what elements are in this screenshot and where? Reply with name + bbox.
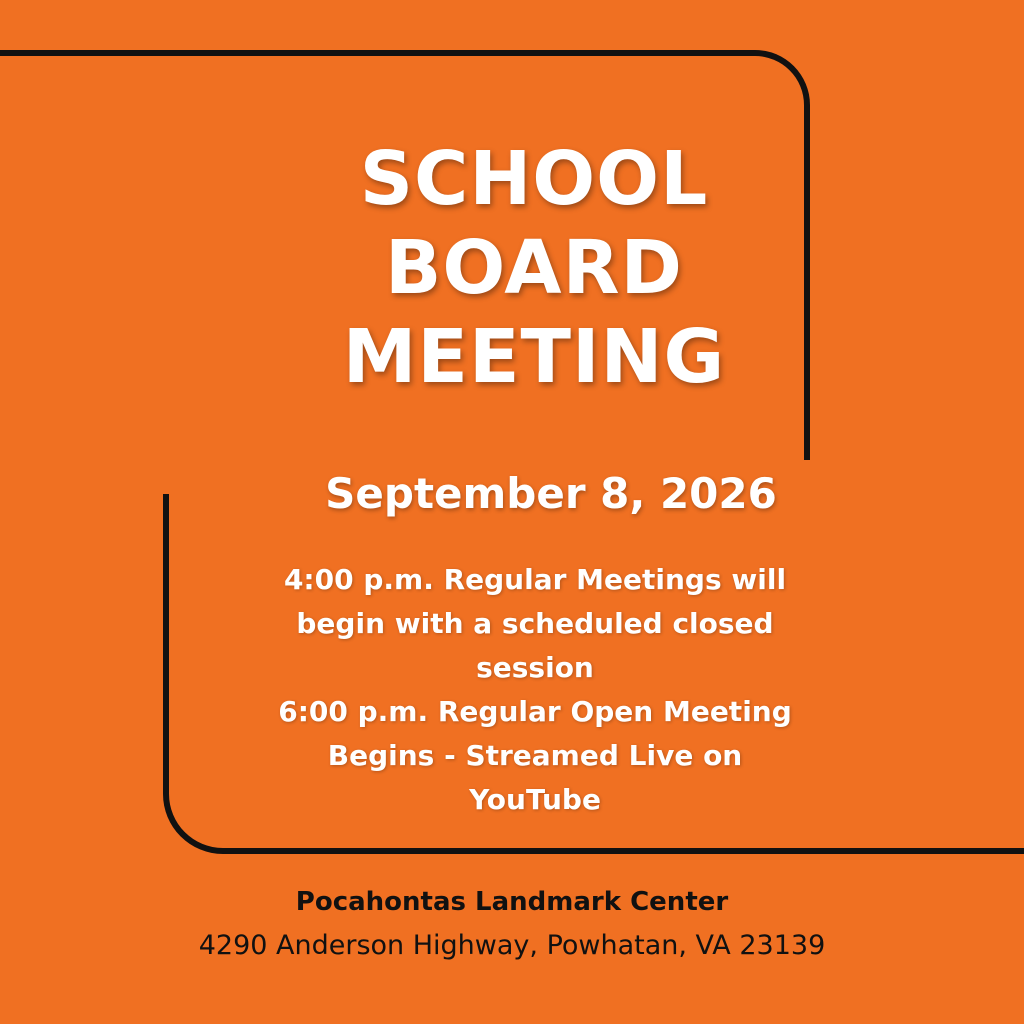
schedule-line: YouTube [469, 783, 601, 816]
meeting-schedule-details [0, 558, 1024, 822]
schedule-line: Begins - Streamed Live on [327, 739, 743, 772]
title-line-board: BOARD [384, 225, 683, 311]
schedule-line: 6:00 p.m. Regular Open Meeting [278, 695, 792, 728]
venue-name: Pocahontas Landmark Center [295, 887, 729, 917]
title-line-meeting: MEETING [342, 314, 726, 400]
title-line-school: SCHOOL [359, 136, 709, 222]
schedule-line: session [476, 651, 594, 684]
schedule-line: 4:00 p.m. Regular Meetings will [283, 563, 787, 596]
schedule-line: begin with a scheduled closed [296, 607, 774, 640]
venue-address: 4290 Anderson Highway, Powhatan, VA 23139 [198, 930, 826, 961]
meeting-date: September 8, 2026 [325, 469, 777, 518]
